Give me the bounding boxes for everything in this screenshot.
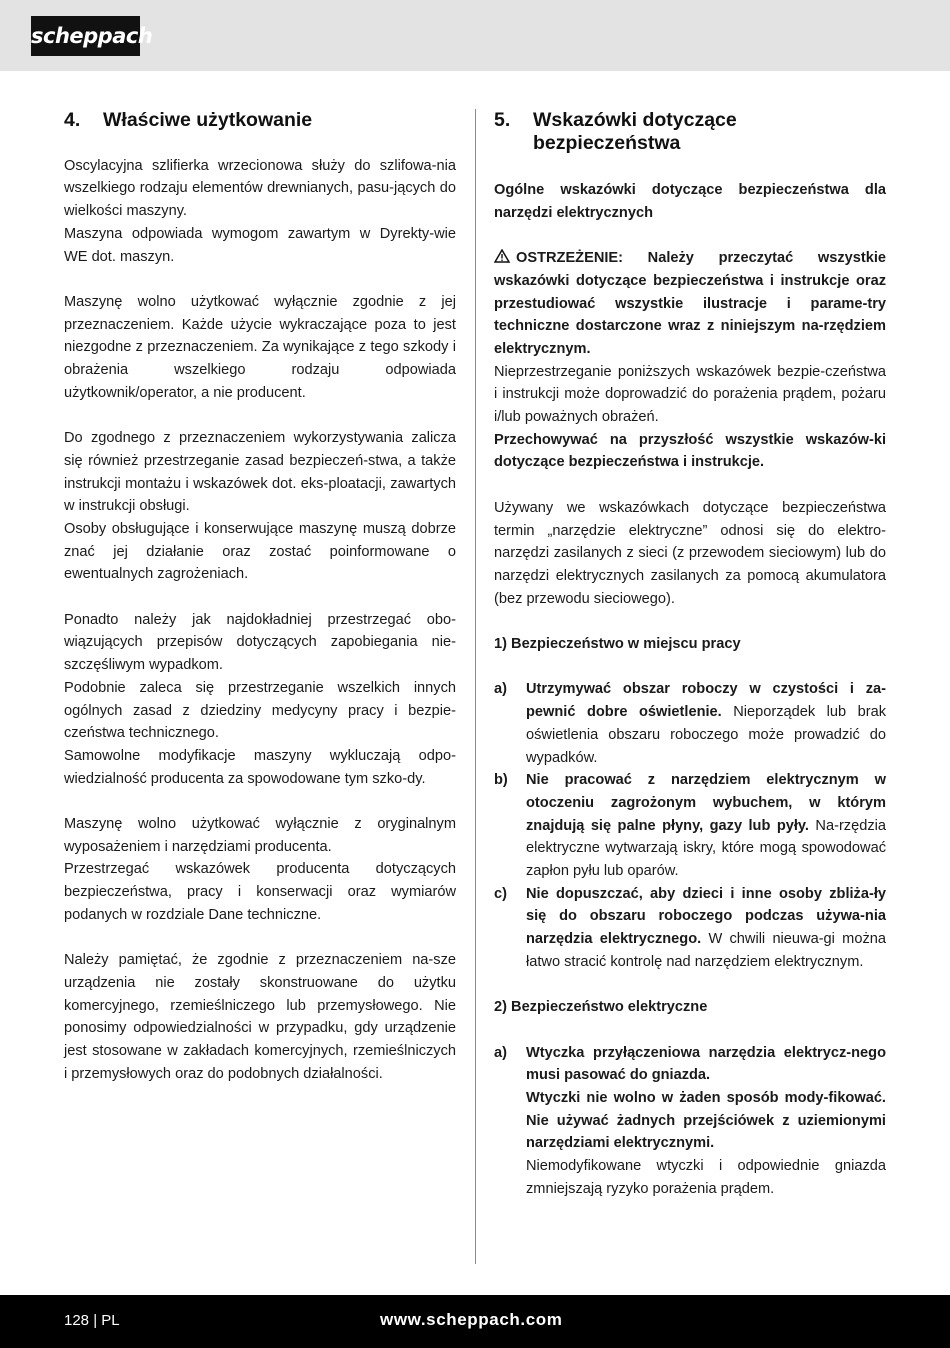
list-label: a) (494, 681, 507, 698)
paragraph-bold: Przechowywać na przyszłość wszystkie wskazów-ki dotyczące bezpieczeństwa i instrukcje. (494, 431, 886, 471)
paragraph: Używany we wskazówkach dotyczące bezpieczeństwa termin „narzędzie elektryczne” odnosi się do elektro-narzędzi zasilanych z sieci (z przewodem sieciowym) lub do narzędzi elektrycznych zasilanych za pomocą akumulatora (bez przewodu sieciowego). (494, 499, 886, 607)
list-bold-text: Nie dopuszczać, aby dzieci i inne osoby zbliża-ły się do obszaru roboczego podczas używa-nia narzędzia elektrycznego. (526, 885, 886, 948)
warning-triangle-icon (494, 249, 510, 263)
list-text: Na-rzędzia elektryczne wytwarzają iskry, które mogą spowodować zapłon pyłu lub oparów. (526, 817, 886, 880)
paragraph: Oscylacyjna szlifierka wrzecionowa służy do szlifowa-nia wszelkiego rodzaju elementów drewnianych, pasu-jących do wielkości maszyny. (64, 157, 456, 220)
paragraph: Maszynę wolno użytkować wyłącznie zgodnie z jej przeznaczeniem. Każde użycie wykraczające poza to jest niezgodne z przeznaczeniem. Za wynikające z tego szkody i obrażenia wszelkiego rodzaju odpowiada użytkownik/operator, a nie producent. (64, 293, 456, 401)
website-link[interactable]: www.scheppach.com (380, 1310, 563, 1329)
section-title: Wskazówki dotyczące bezpieczeństwa (533, 109, 737, 154)
scheppach-logo: scheppach (31, 16, 140, 56)
section-4-heading (64, 109, 456, 132)
paragraph: Ponadto należy jak najdokładniej przestrzegać obo-wiązujących przepisów dotyczących zapobiegania nie-szczęśliwym wypadkom. (64, 611, 456, 674)
list-bold-text: Utrzymywać obszar roboczy w czystości i za-pewnić dobre oświetlenie. (526, 681, 886, 721)
list-label: a) (494, 1044, 507, 1061)
paragraph: Maszynę wolno użytkować wyłącznie z oryginalnym wyposażeniem i narzędziami producenta. (64, 816, 456, 855)
list-item (494, 678, 886, 769)
section-number: 4. (64, 109, 81, 131)
page-number: 128 | PL (64, 1312, 120, 1329)
section-5-heading (494, 109, 886, 155)
list-text: W chwili nieuwa-gi można łatwo stracić kontrolę nad narzędziem elektrycznym. (526, 931, 886, 970)
paragraph: Podobnie zaleca się przestrzeganie wszelkich innych ogólnych zasad z dziedziny medycyny pracy i bezpie-czeństwa technicznego. (64, 679, 456, 742)
list-item (494, 883, 886, 974)
list-bold-text: Nie pracować z narzędziem elektrycznym w otoczeniu zagrożonym wybuchem, w którym znajdują się palne płyny, gazy lub pyły. (526, 772, 886, 834)
list-text: Nieporządek lub brak oświetlenia obszaru roboczego może prowadzić do wypadków. (526, 704, 886, 766)
section-number: 5. (494, 109, 511, 131)
list-item (494, 1042, 886, 1201)
paragraph: Przestrzegać wskazówek producenta dotyczących bezpieczeństwa, pracy i konserwacji oraz wymiarów podanych w rozdziale Dane techniczne. (64, 861, 456, 923)
header-bar (0, 0, 950, 71)
warning-paragraph (494, 247, 886, 361)
column-divider (475, 109, 476, 1264)
paragraph: Do zgodnego z przeznaczeniem wykorzystywania zalicza się również przestrzeganie zasad bezpieczeń-stwa, a także instrukcji montażu i wskazówek dot. eks-ploatacji, zawartych w instrukcji obsługi. (64, 430, 456, 515)
subheading: 2) Bezpieczeństwo elektryczne (494, 999, 708, 1016)
list-item (494, 769, 886, 883)
list-bold-text: Wtyczki nie wolno w żaden sposób mody-fikować. Nie używać żadnych przejściówek z uziemionymi narzędziami elektrycznymi. (526, 1090, 886, 1152)
subheading: 1) Bezpieczeństwo w miejscu pracy (494, 636, 741, 653)
list-label: b) (494, 772, 508, 789)
footer-bar (0, 1295, 950, 1348)
paragraph: Samowolne modyfikacje maszyny wykluczają odpo-wiedzialność producenta za spowodowane tym szko-dy. (64, 747, 456, 787)
list-label: c) (494, 885, 507, 902)
left-column (64, 109, 456, 1085)
subtitle: Ogólne wskazówki dotyczące bezpieczeństwa dla narzędzi elektrycznych (494, 182, 886, 221)
list-text: Niemodyfikowane wtyczki i odpowiednie gniazda zmniejszają ryzyko porażenia prądem. (526, 1158, 886, 1197)
list-bold-text: Wtyczka przyłączeniowa narzędzia elektrycz-nego musi pasować do gniazda. (526, 1044, 886, 1084)
warning-text: OSTRZEŻENIE: Należy przeczytać wszystkie wskazówki dotyczące bezpieczeństwa i instrukcje oraz przestudiować wszystkie ilustracje i parame-try techniczne dostarczone wraz z niniejszym na-rzędziem elektrycznym. (494, 250, 886, 357)
paragraph: Nieprzestrzeganie poniższych wskazówek bezpie-czeństwa i instrukcji może doprowadzić do porażenia prądem, pożaru i/lub poważnych obrażeń. (494, 363, 886, 426)
paragraph: Należy pamiętać, że zgodnie z przeznaczeniem na-sze urządzenia nie zostały skonstruowane do użytku komercyjnego, rzemieślniczego lub przemysłowego. Nie ponosimy odpowiedzialności w przypadku, gdy urządzenie jest stosowane w zakładach komercyjnych, rzemieślniczych i przemysłowych oraz do podobnych działalności. (64, 952, 456, 1082)
section-title: Właściwe użytkowanie (103, 109, 313, 131)
right-column (494, 109, 886, 1201)
paragraph: Maszyna odpowiada wymogom zawartym w Dyrekty-wie WE dot. maszyn. (64, 225, 456, 265)
paragraph: Osoby obsługujące i konserwujące maszynę muszą dobrze znać jej działanie oraz zostać poinformowane o ewentualnych zagrożeniach. (64, 520, 456, 583)
